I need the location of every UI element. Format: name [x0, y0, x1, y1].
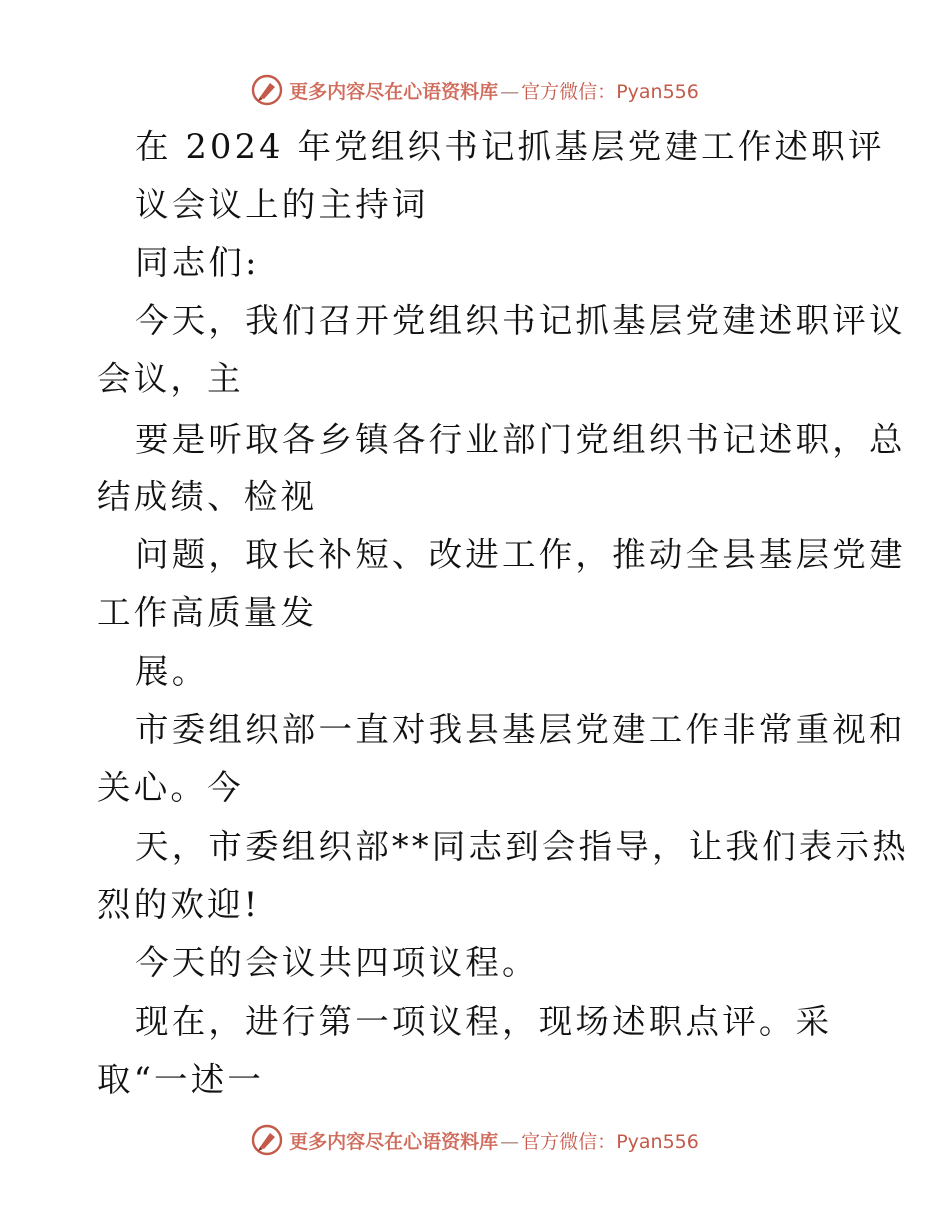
paragraph-line: 展。: [135, 652, 209, 691]
paragraph-line: 会议，主: [97, 359, 244, 398]
paragraph-line: 工作高质量发: [97, 593, 318, 632]
title-line-2: 议会议上的主持词: [135, 185, 429, 224]
watermark-dash: —: [500, 80, 520, 103]
footer-watermark: [0, 1120, 950, 1160]
salutation: 同志们:: [135, 243, 260, 282]
watermark-main: 更多内容尽在心语资料库: [289, 80, 499, 103]
watermark-id: Pyan556: [616, 80, 699, 103]
paragraph-line: 烈的欢迎!: [97, 885, 261, 924]
watermark-official: 官方微信：: [521, 80, 617, 103]
pen-nib-logo-icon: [251, 1124, 283, 1156]
watermark-text: [289, 1127, 699, 1154]
header-watermark: [0, 70, 950, 110]
pen-nib-logo-icon: [251, 74, 283, 106]
paragraph-line: 今天的会议共四项议程。: [135, 943, 539, 982]
paragraph-line: 关心。今: [97, 768, 244, 807]
watermark-dash: —: [500, 1130, 520, 1153]
paragraph-line: 市委组织部一直对我县基层党建工作非常重视和: [135, 710, 906, 749]
watermark-official: 官方微信：: [521, 1130, 617, 1153]
watermark-text: [289, 77, 699, 104]
paragraph-line: 今天，我们召开党组织书记抓基层党建述职评议: [135, 301, 906, 340]
paragraph-line: 取“一述一: [97, 1060, 265, 1099]
paragraph-line: 问题，取长补短、改进工作，推动全县基层党建: [135, 535, 906, 574]
paragraph-line: 结成绩、检视: [97, 477, 318, 516]
paragraph-line: 天，市委组织部**同志到会指导，让我们表示热: [135, 827, 909, 866]
title-line-1: 在 2024 年党组织书记抓基层党建工作述职评: [135, 127, 885, 166]
watermark-id: Pyan556: [616, 1130, 699, 1153]
watermark-main: 更多内容尽在心语资料库: [289, 1130, 499, 1153]
paragraph-line: 要是听取各乡镇各行业部门党组织书记述职，总: [135, 420, 906, 459]
paragraph-line: 现在，进行第一项议程，现场述职点评。采: [135, 1002, 833, 1041]
